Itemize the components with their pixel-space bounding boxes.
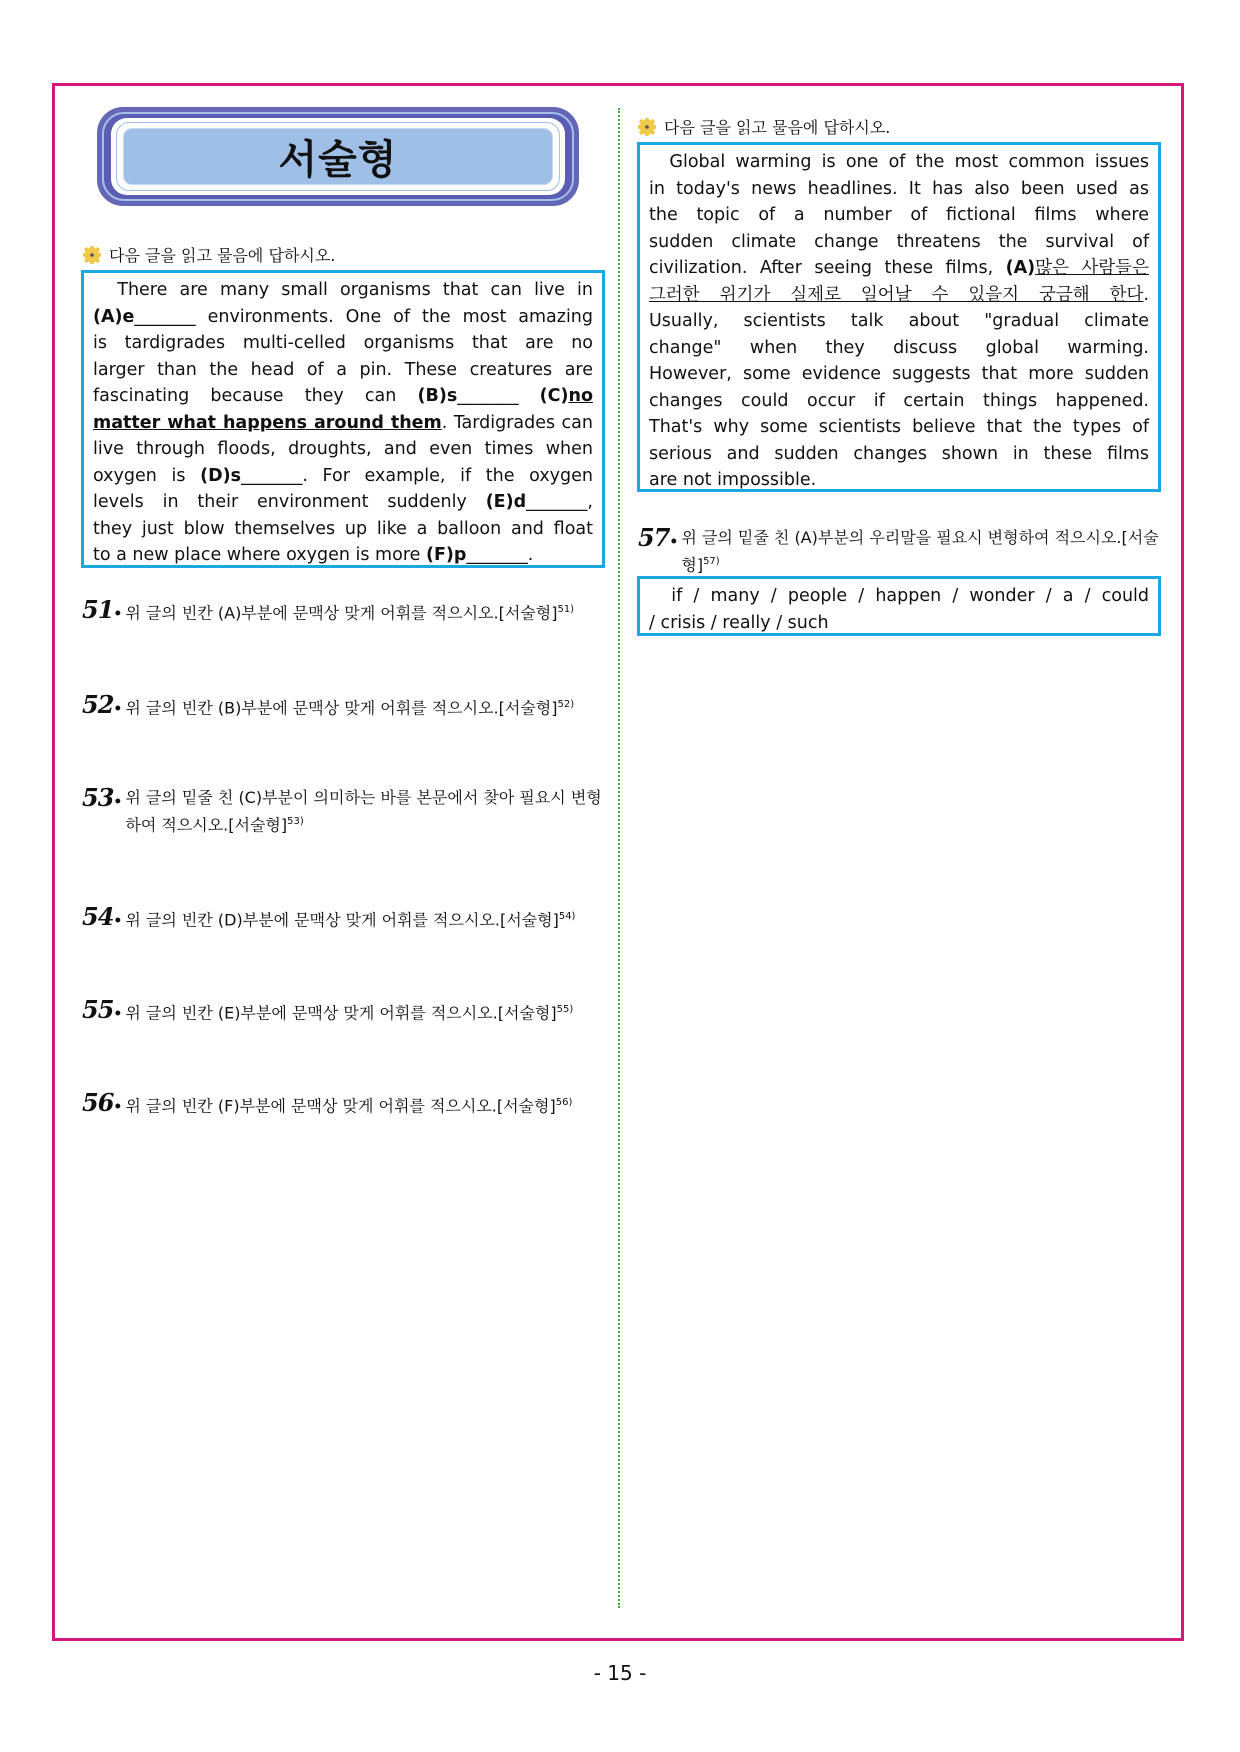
passage2-line: That's why some scientists believe that the types of (649, 417, 1149, 437)
passage1-line: (A)e_______ environments. One of the most amazing (93, 306, 593, 327)
question-text: 위 글의 빈칸 (D)부분에 문맥상 맞게 어휘를 적으시오.[서술형]$^{54)}$ (125, 910, 576, 930)
question-text: 위 글의 빈칸 (A)부분에 문맥상 맞게 어휘를 적으시오.[서술형]$^{51)}$ (125, 603, 575, 623)
passage2-line: in today's news headlines. It has also been used as (649, 178, 1149, 199)
passage2-line: sudden climate change threatens the survival of (649, 231, 1149, 252)
section-title: 서술형 (278, 137, 398, 183)
passage-global-warming (637, 142, 1161, 492)
question-57 (638, 523, 1162, 577)
question-number: 51• (82, 595, 122, 624)
passage2-line: the topic of a number of fictional films where (649, 205, 1149, 225)
question-51 (82, 595, 606, 626)
passage1-line: larger than the head of a pin. These creatures are (93, 359, 593, 380)
passage2-line: are not impossible. (649, 470, 817, 490)
question-number: 56• (82, 1088, 122, 1117)
question-52 (82, 690, 606, 721)
passage2-line: Usually, scientists talk about "gradual climate (649, 311, 1149, 331)
question-55 (82, 995, 606, 1026)
passage2-line: changes could occur if certain things happened. (649, 390, 1149, 411)
passage2-line: Global warming is one of the most common issues (649, 152, 1149, 172)
question-number: 53• (82, 783, 122, 812)
question-number: 54• (82, 902, 122, 931)
passage1-line: matter what happens around them. Tardigrades can (93, 412, 593, 433)
passage1-line: fascinating because they can (B)s_______ (C)no (93, 386, 593, 406)
question-text: 위 글의 빈칸 (E)부분에 문맥상 맞게 어휘를 적으시오.[서술형]$^{55)}$ (125, 1003, 574, 1023)
passage1-line: to a new place where oxygen is more (F)p_______. (93, 545, 534, 565)
column-divider (618, 108, 620, 1608)
passage1-line: live through floods, droughts, and even times when (93, 439, 593, 459)
instruction-right (638, 115, 890, 138)
word-box (637, 576, 1161, 636)
flower-icon (83, 246, 101, 264)
instruction-text: 다음 글을 읽고 물음에 답하시오. (664, 118, 891, 137)
passage2-line: 그러한 위기가 실제로 일어날 수 있을지 궁금해 한다. (649, 284, 1149, 305)
page-number: - 15 - (593, 1661, 647, 1685)
passage2-line: However, some evidence suggests that more sudden (649, 364, 1149, 384)
question-54 (82, 902, 606, 933)
instruction-text: 다음 글을 읽고 물음에 답하시오. (109, 246, 336, 265)
question-text: 위 글의 밑줄 친 (A)부분의 우리말을 필요시 변형하여 적으시오.[서술형]$^{57)}$ (681, 528, 1159, 575)
passage2-line: change" when they discuss global warming. (649, 337, 1149, 358)
question-53 (82, 783, 606, 837)
passage2-line: serious and sudden changes shown in these films (649, 443, 1149, 464)
word-box-line: / crisis / really / such (649, 612, 829, 633)
question-text: 위 글의 빈칸 (B)부분에 문맥상 맞게 어휘를 적으시오.[서술형]$^{52)}$ (125, 698, 575, 718)
passage1-line: is tardigrades multi-celled organisms that are no (93, 333, 593, 353)
question-number: 55• (82, 995, 122, 1024)
question-number: 57• (638, 523, 678, 552)
instruction-left (83, 243, 335, 266)
passage1-line: oxygen is (D)s_______. For example, if the oxygen (93, 465, 593, 486)
question-text: 위 글의 빈칸 (F)부분에 문맥상 맞게 어휘를 적으시오.[서술형]$^{56)}$ (125, 1096, 573, 1116)
question-56 (82, 1088, 606, 1119)
question-number: 52• (82, 690, 122, 719)
passage1-line: they just blow themselves up like a balloon and float (93, 518, 593, 539)
question-text: 위 글의 밑줄 친 (C)부분이 의미하는 바를 본문에서 찾아 필요시 변형하여 적으시오.[서술형]$^{53)}$ (125, 788, 602, 835)
passage1-line: levels in their environment suddenly (E)d_______, (93, 492, 593, 512)
section-title-banner (97, 107, 579, 206)
flower-icon (638, 118, 656, 136)
passage1-line: There are many small organisms that can live in (93, 280, 593, 300)
passage-tardigrades (81, 270, 605, 568)
passage2-line: civilization. After seeing these films, (A)많은 사람들은 (649, 258, 1149, 278)
word-box-line: if / many / people / happen / wonder / a / could (649, 586, 1149, 606)
